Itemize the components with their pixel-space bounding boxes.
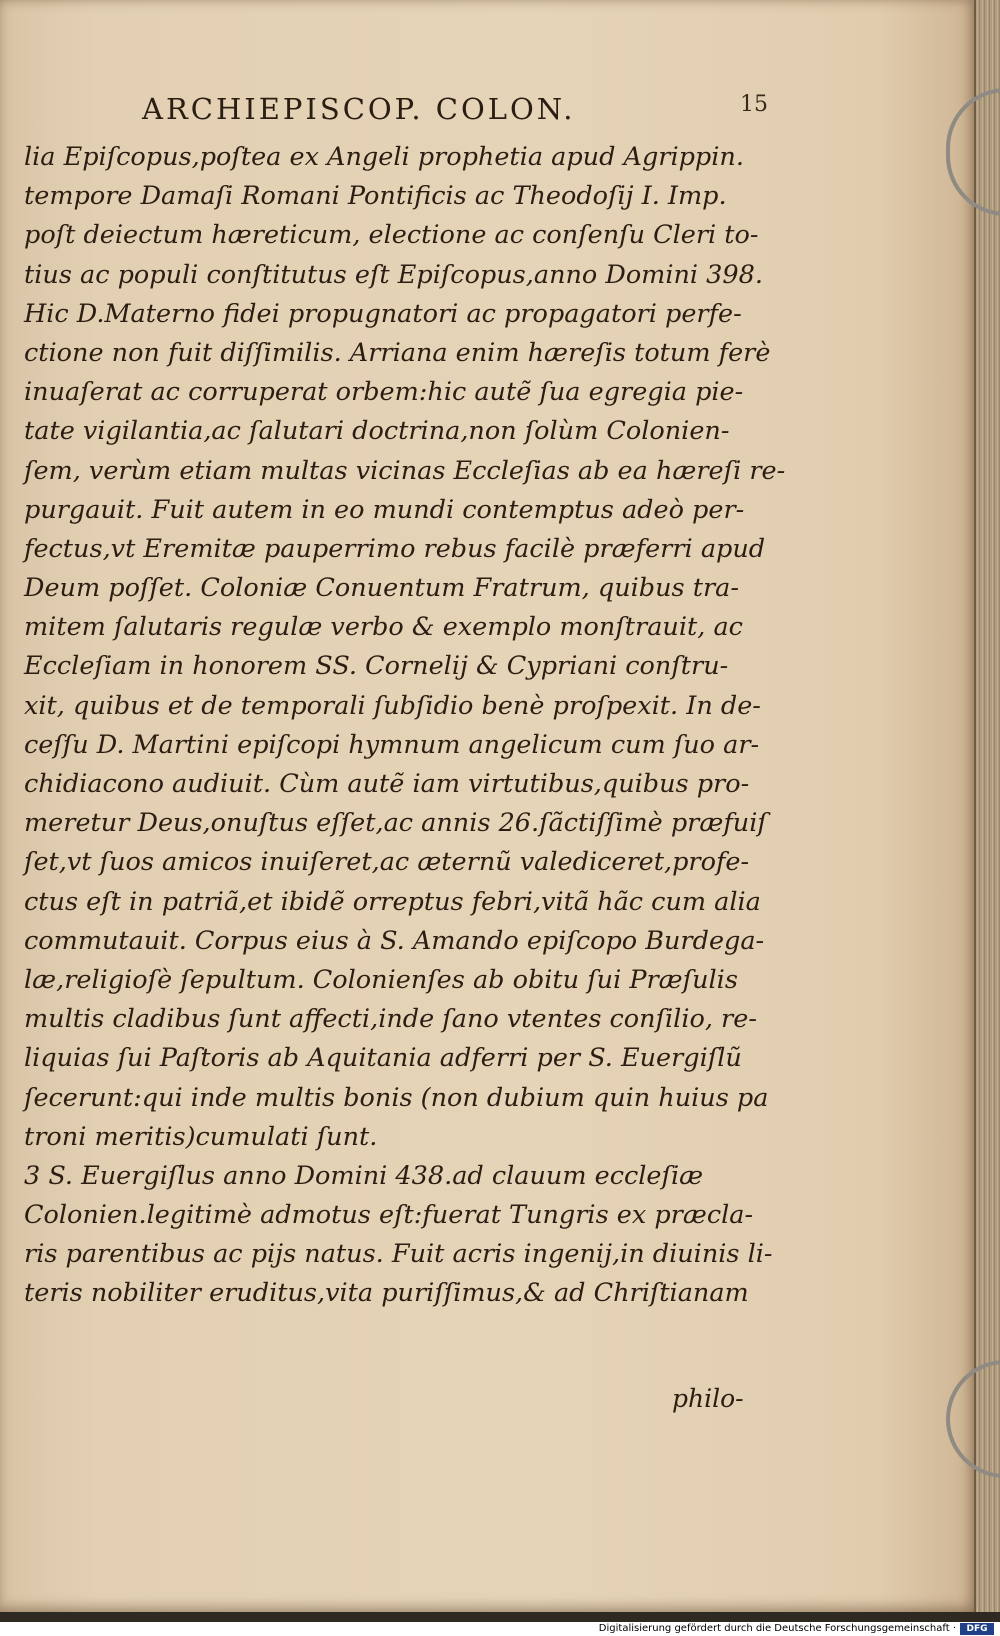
text-line: tius ac populi conſtitutus eſt Epiſcopus,anno Domini 398. <box>24 259 763 290</box>
text-line: fectus,vt Eremitæ pauperrimo rebus facilè præferri apud <box>24 533 766 564</box>
text-line: troni meritis)cumulati ſunt. <box>24 1121 378 1152</box>
text-line: purgauit. Fuit autem in eo mundi contemptus adeò per- <box>24 494 745 525</box>
text-line: xit, quibus et de temporali ſubſidio benè proſpexit. In de- <box>24 690 761 721</box>
text-line: Eccleſiam in honorem SS. Cornelij & Cypriani conſtru- <box>24 651 729 682</box>
text-line: liquias ſui Paſtoris ab Aquitania adferri per S. Euergiſlũ <box>24 1043 742 1074</box>
text-line: Colonien.legitimè admotus eſt:fuerat Tungris ex præcla- <box>24 1200 754 1231</box>
text-line: ſecerunt:qui inde multis bonis (non dubium quin huius pa <box>24 1082 769 1113</box>
text-line: inuaſerat ac corruperat orbem:hic autẽ ſua egregia pie- <box>24 377 744 408</box>
body-text <box>24 138 786 1314</box>
catchword: philo- <box>672 1384 744 1413</box>
dfg-logo: DFG <box>960 1623 994 1635</box>
text-line: Hic D.Materno fidei propugnatori ac propagatori perfe- <box>24 298 742 329</box>
text-line: ſem, verùm etiam multas vicinas Eccleſias ab ea hæreſi re- <box>24 455 786 486</box>
text-line: meretur Deus,onuſtus eſſet,ac annis 26.ſãctiſſimè præfuiſ <box>24 808 767 839</box>
running-head: ARCHIEPISCOP. COLON. <box>142 92 576 126</box>
text-line: teris nobiliter eruditus,vita puriſſimus,& ad Chriſtianam <box>24 1278 749 1309</box>
footer-credit: Digitalisierung gefördert durch die Deutsche Forschungsgemeinschaft · <box>598 1623 956 1634</box>
text-line: læ,religioſè ſepultum. Colonienſes ab obitu ſui Præſulis <box>24 964 738 995</box>
text-line: ctione non fuit diſſimilis. Arriana enim hæreſis totum ferè <box>24 337 771 368</box>
text-line: poſt deiectum hæreticum, electione ac conſenſu Cleri to- <box>24 220 759 251</box>
text-line: chidiacono audiuit. Cùm autẽ iam virtutibus,quibus pro- <box>24 769 750 799</box>
text-line: 3 S. Euergiſlus anno Domini 438.ad clauum eccleſiæ <box>24 1160 704 1191</box>
text-line: Deum poſſet. Coloniæ Conuentum Fratrum, quibus tra- <box>24 573 739 604</box>
text-line: ris parentibus ac pijs natus. Fuit acris ingenij,in diuinis li- <box>24 1239 773 1270</box>
text-line: ſet,vt ſuos amicos inuiſeret,ac æternũ valediceret,profe- <box>24 847 750 878</box>
digitization-footer <box>0 1622 1000 1636</box>
page-number: 15 <box>740 92 768 117</box>
text-line: multis cladibus ſunt affecti,inde ſano vtentes conſilio, re- <box>24 1004 757 1035</box>
text-line: mitem ſalutaris regulæ verbo & exemplo monſtrauit, ac <box>24 612 743 643</box>
text-line: tate vigilantia,ac ſalutari doctrina,non ſolùm Colonien- <box>24 416 730 447</box>
text-line: commutauit. Corpus eius à S. Amando epiſcopo Burdega- <box>24 925 765 956</box>
text-line: ceſſu D. Martini epiſcopi hymnum angelicum cum ſuo ar- <box>24 729 760 760</box>
text-line: lia Epiſcopus,poſtea ex Angeli prophetia apud Agrippin. <box>24 142 744 172</box>
text-line: ctus eſt in patriã,et ibidẽ orreptus febri,vitã hãc cum alia <box>24 886 761 917</box>
text-line: tempore Damaſi Romani Pontificis ac Theodoſij I. Imp. <box>24 181 727 212</box>
